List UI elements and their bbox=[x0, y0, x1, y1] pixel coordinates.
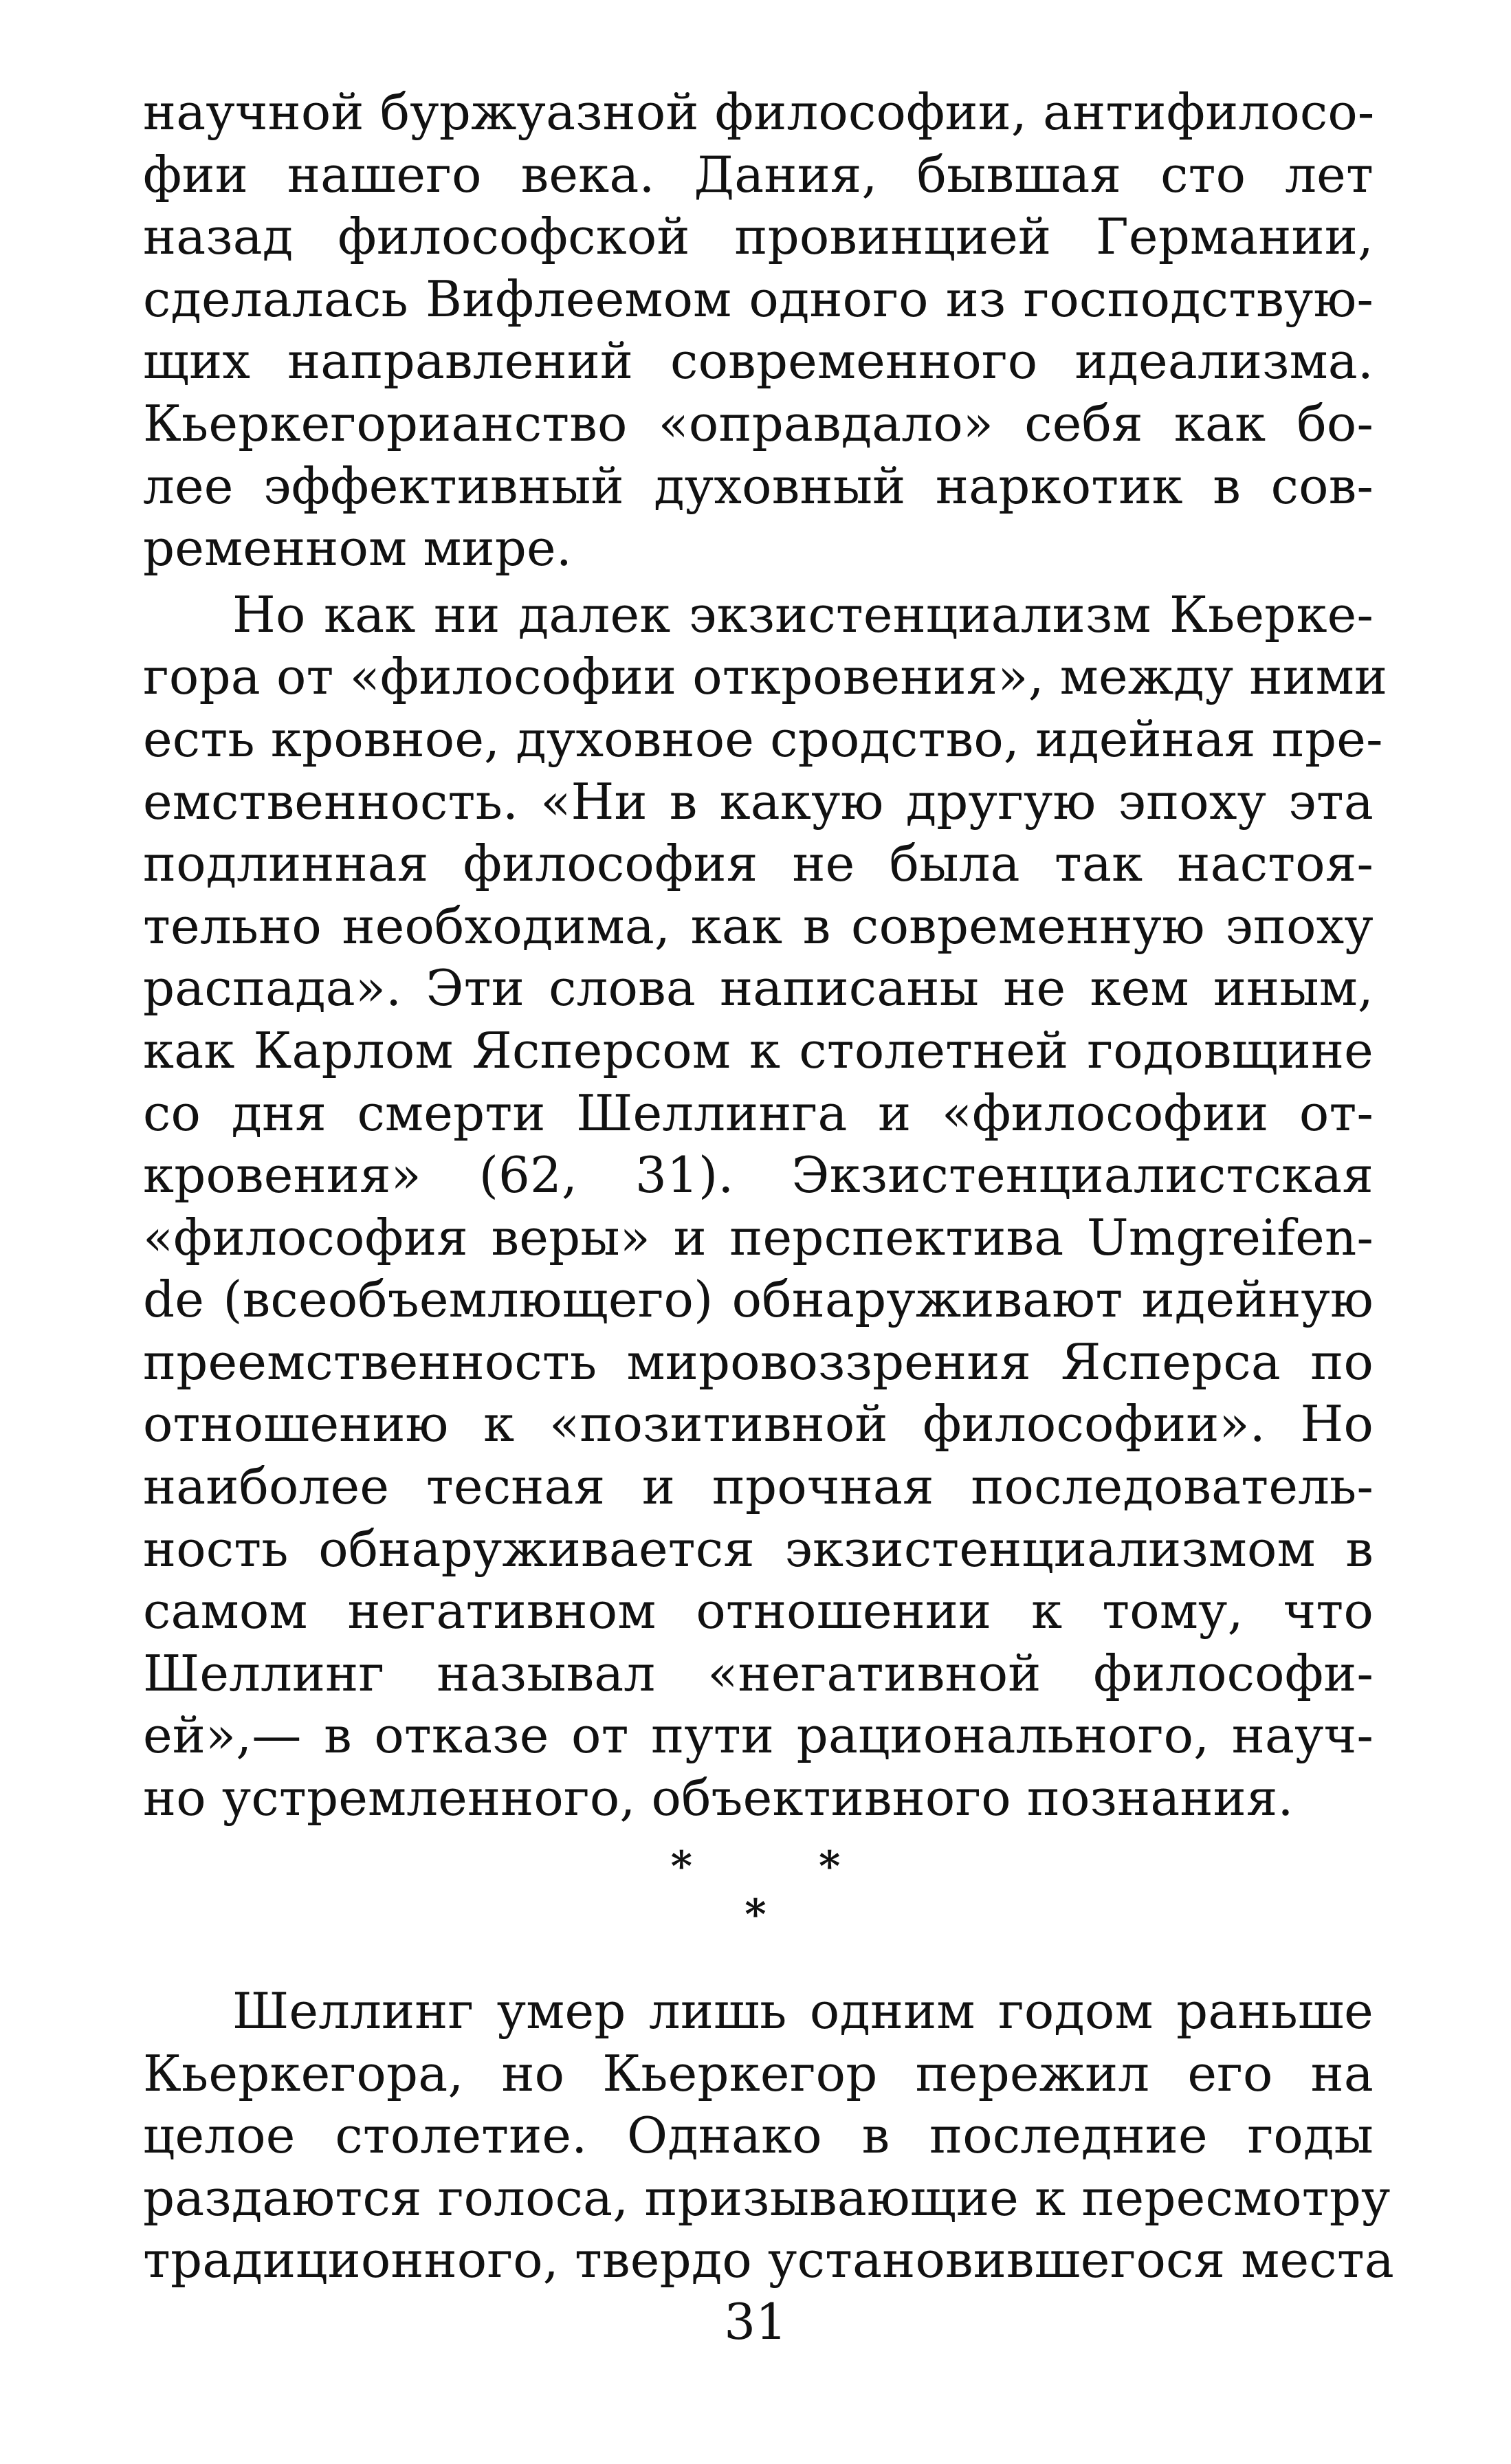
text-line: но устремленного, объективного познания. bbox=[143, 1769, 1294, 1827]
paragraph-2 bbox=[143, 584, 1388, 1829]
text-line: целое столетие. Однако в последние годы bbox=[143, 2106, 1374, 2165]
text-line: самом негативном отношении к тому, что bbox=[143, 1582, 1374, 1640]
text-line: раздаются голоса, призывающие к пересмотру bbox=[143, 2168, 1391, 2227]
text-line: Шеллинг умер лишь одним годом раньше bbox=[232, 1982, 1374, 2040]
text-line: Но как ни далек экзистенциализм Кьерке- bbox=[232, 585, 1374, 644]
text-line: «философия веры» и перспектива Umgreifen- bbox=[143, 1208, 1374, 1266]
text-line: Кьеркегора, но Кьеркегор пережил его на bbox=[143, 2044, 1374, 2102]
section-separator-bottom bbox=[0, 1891, 1511, 1939]
text-line: Шеллинг называл «негативной философи- bbox=[143, 1644, 1374, 1702]
text-line: лее эффективный духовный наркотик в сов- bbox=[143, 456, 1374, 515]
separator-star: * bbox=[670, 1842, 692, 1891]
text-line: со дня смерти Шеллинга и «философии от- bbox=[143, 1084, 1374, 1142]
text-line: ность обнаруживается экзистенциализмом в bbox=[143, 1519, 1374, 1578]
page-body bbox=[143, 81, 1388, 1829]
text-line: подлинная философия не была так настоя- bbox=[143, 835, 1374, 893]
paragraph-1 bbox=[143, 81, 1374, 580]
separator-star: * bbox=[819, 1842, 841, 1891]
text-line: de (всеобъемлющего) обнаруживают идейную bbox=[143, 1270, 1374, 1329]
text-line: научной буржуазной философии, антифилосо- bbox=[143, 83, 1375, 141]
text-line: как Карлом Ясперсом к столетней годовщине bbox=[143, 1021, 1374, 1079]
text-line: емственность. «Ни в какую другую эпоху эта bbox=[143, 772, 1374, 830]
text-line: фии нашего века. Дания, бывшая сто лет bbox=[143, 145, 1374, 204]
page-number: 31 bbox=[724, 2293, 787, 2351]
separator-star: * bbox=[745, 1891, 766, 1939]
text-line: щих направлений современного идеализма. bbox=[143, 332, 1374, 390]
text-line: тельно необходима, как в современную эпоху bbox=[143, 896, 1374, 955]
text-line: отношению к «позитивной философии». Но bbox=[143, 1395, 1374, 1453]
text-line: назад философской провинцией Германии, bbox=[143, 208, 1374, 266]
text-line: есть кровное, духовное сродство, идейная пре- bbox=[143, 710, 1383, 768]
text-line: сделалась Вифлеемом одного из господствую- bbox=[143, 270, 1374, 328]
text-line: ей»,— в отказе от пути рационального, науч- bbox=[143, 1706, 1374, 1765]
text-line: традиционного, твердо установившегося места bbox=[143, 2231, 1394, 2289]
text-line: гора от «философии откровения», между ними bbox=[143, 648, 1388, 706]
paragraph-3 bbox=[143, 1980, 1394, 2291]
text-line: Кьеркегорианство «оправдало» себя как бо- bbox=[143, 394, 1374, 452]
section-separator bbox=[0, 1842, 1511, 1891]
text-line: распада». Эти слова написаны не кем иным, bbox=[143, 959, 1374, 1018]
text-line: наиболее тесная и прочная последователь- bbox=[143, 1458, 1374, 1516]
text-line: кровения» (62, 31). Экзистенциалистская bbox=[143, 1146, 1374, 1204]
text-line: преемственность мировоззрения Ясперса по bbox=[143, 1332, 1374, 1391]
text-line: ременном мире. bbox=[143, 519, 572, 578]
